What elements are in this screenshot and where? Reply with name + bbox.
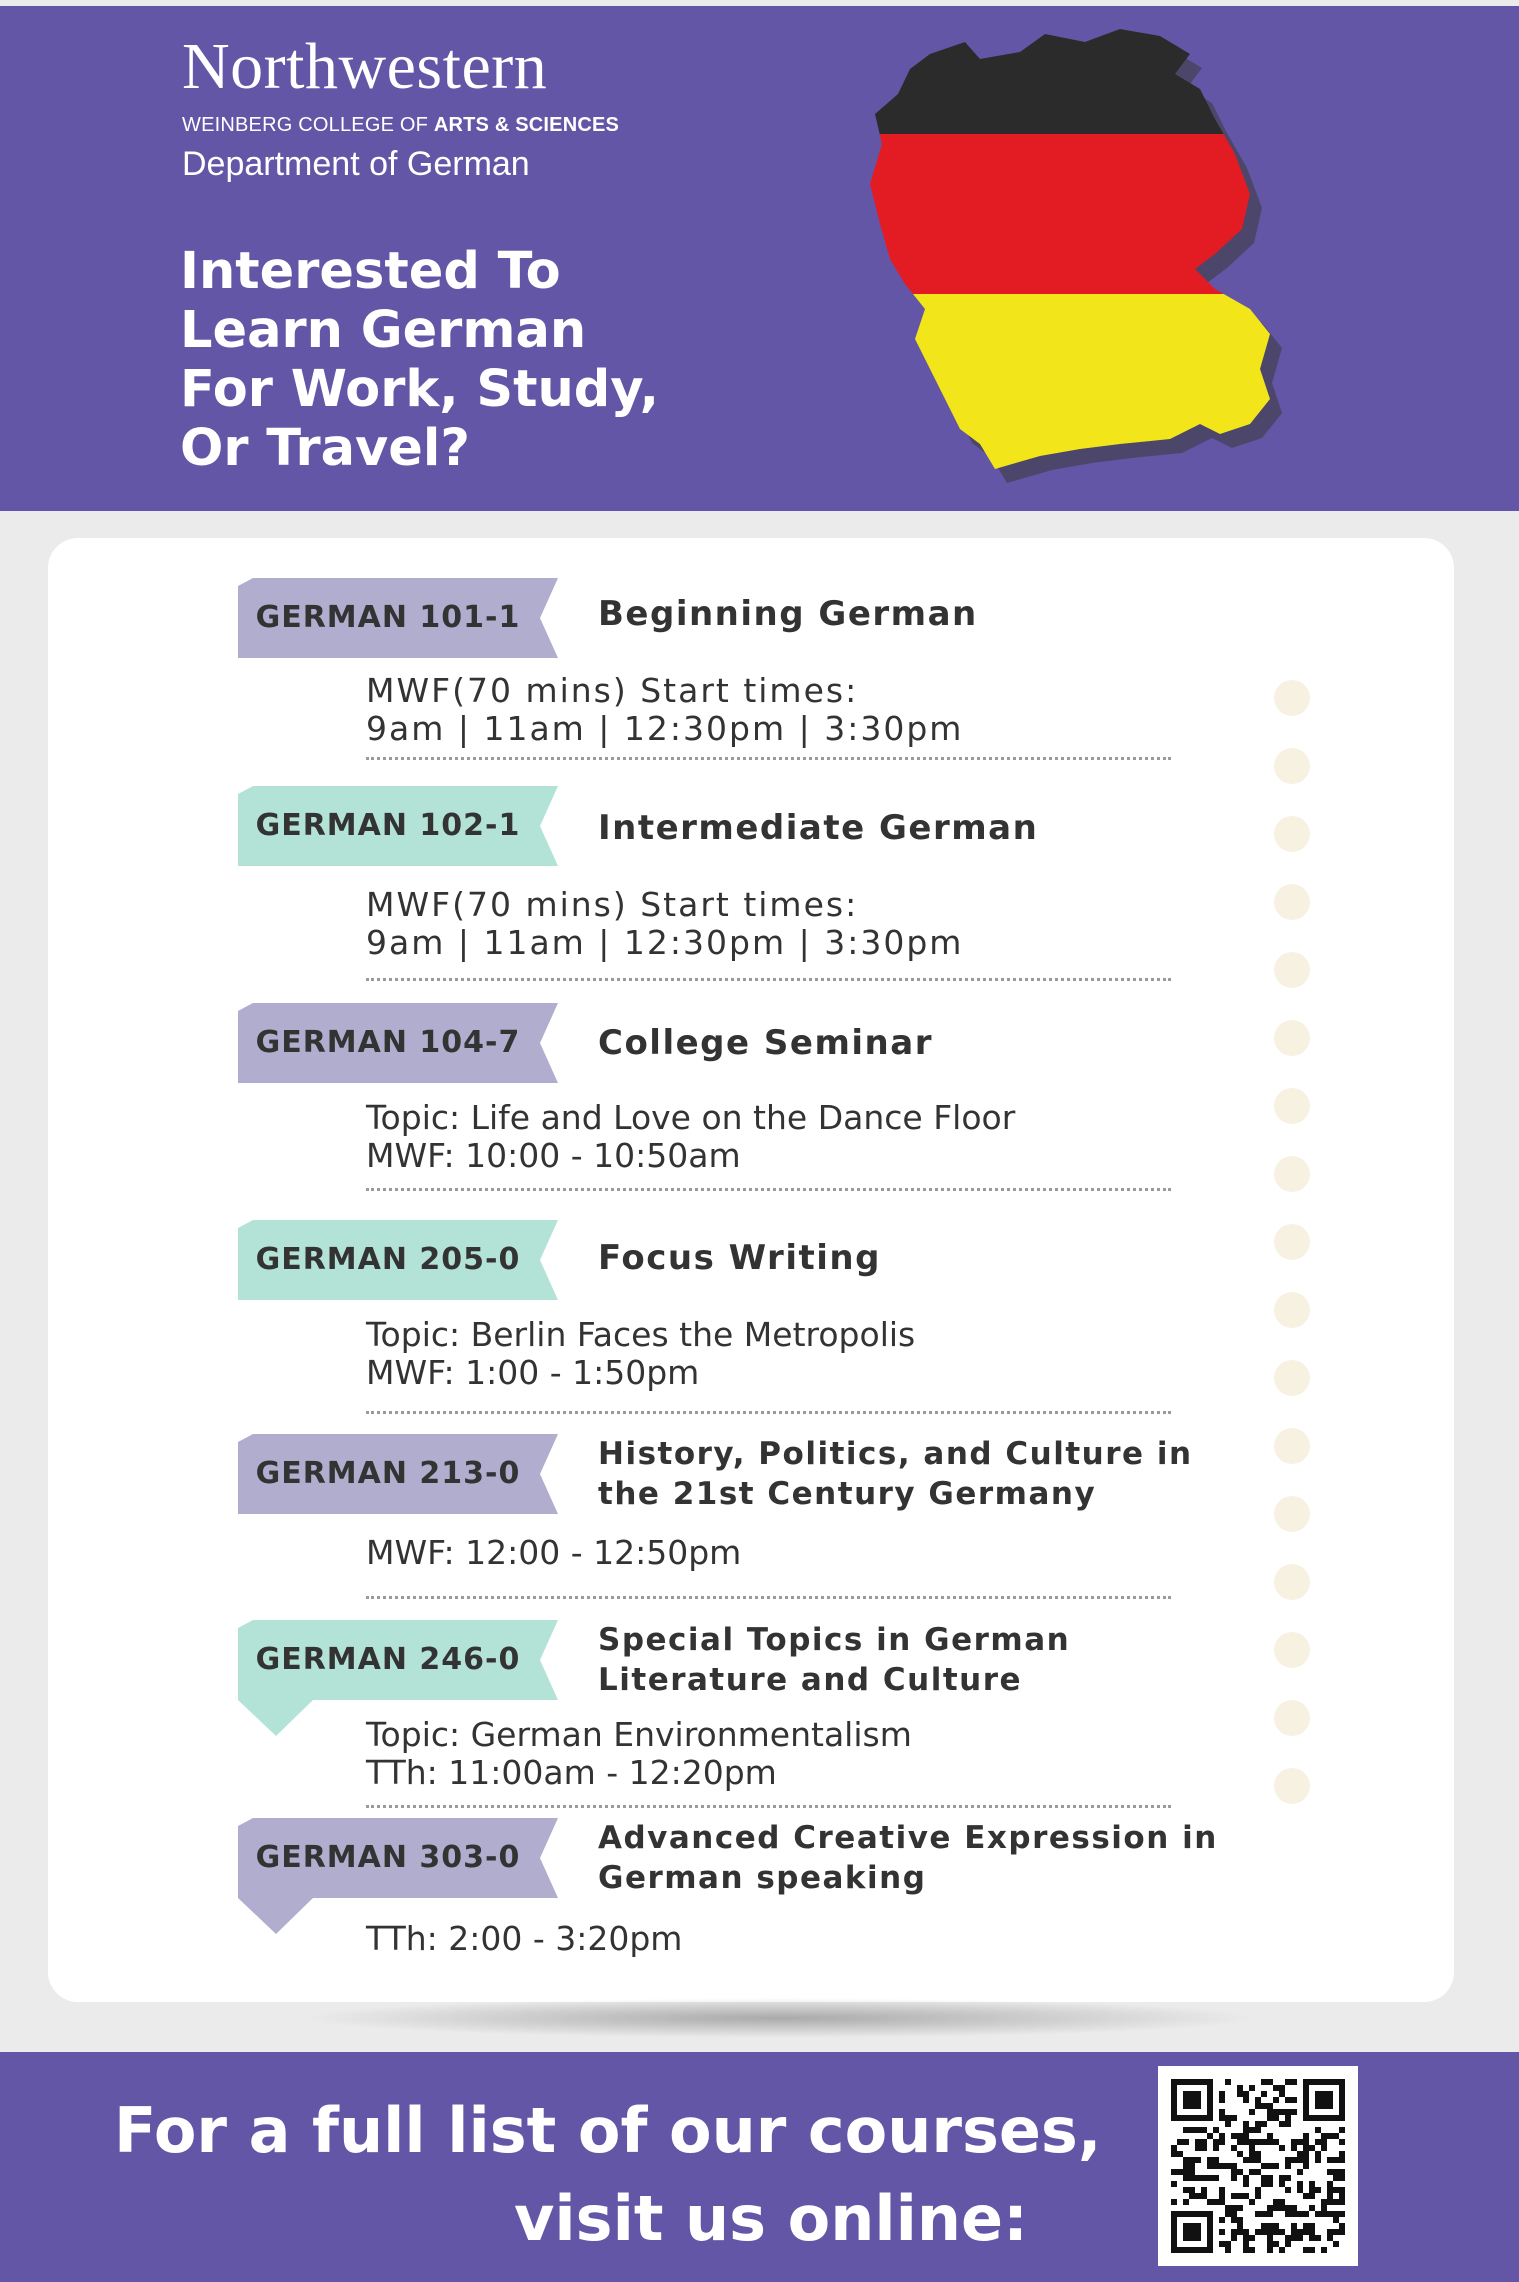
decorative-dot	[1274, 1496, 1310, 1532]
course-title: College Seminar	[598, 1023, 933, 1063]
decorative-dot	[1274, 1156, 1310, 1192]
decorative-dot	[1274, 1292, 1310, 1328]
course-code-tag	[238, 786, 558, 866]
course-code: GERMAN 101-1	[255, 600, 521, 635]
decorative-dot	[1274, 1700, 1310, 1736]
footer-line-2: visit us online:	[514, 2182, 1028, 2255]
decorative-dot	[1274, 1564, 1310, 1600]
brand-block	[182, 32, 619, 184]
divider	[366, 1805, 1171, 1808]
course-detail: MWF: 1:00 - 1:50pm	[366, 1353, 700, 1392]
brand-name: Northwestern	[182, 30, 548, 103]
course-title: Focus Writing	[598, 1238, 881, 1278]
course-detail: MWF(70 mins) Start times:	[366, 885, 859, 924]
headline-line: Learn German	[180, 301, 587, 360]
decorative-dot	[1274, 680, 1310, 716]
decorative-dot	[1274, 1428, 1310, 1464]
divider	[366, 1188, 1171, 1191]
qr-code-icon[interactable]	[1158, 2066, 1358, 2266]
decorative-dot	[1274, 952, 1310, 988]
course-title: Intermediate German	[598, 808, 1039, 848]
course-code: GERMAN 246-0	[255, 1642, 521, 1677]
course-detail: TTh: 11:00am - 12:20pm	[366, 1753, 777, 1792]
course-code: GERMAN 102-1	[255, 808, 521, 843]
decorative-dot	[1274, 884, 1310, 920]
course-detail: 9am | 11am | 12:30pm | 3:30pm	[366, 709, 964, 748]
course-detail: MWF: 12:00 - 12:50pm	[366, 1533, 742, 1572]
college-bold: ARTS & SCIENCES	[433, 114, 620, 136]
headline-line: Interested To	[180, 242, 561, 301]
course-detail: TTh: 2:00 - 3:20pm	[366, 1919, 683, 1958]
course-code-tag	[238, 578, 558, 658]
course-code-tag	[238, 1434, 558, 1514]
decorative-dot	[1274, 1224, 1310, 1260]
decorative-dot	[1274, 1360, 1310, 1396]
decorative-dot	[1274, 1632, 1310, 1668]
course-code-tag	[238, 1003, 558, 1083]
course-detail: Topic: German Environmentalism	[366, 1715, 912, 1754]
course-detail: MWF: 10:00 - 10:50am	[366, 1136, 741, 1175]
course-code: GERMAN 303-0	[255, 1840, 521, 1875]
course-title: Special Topics in German	[598, 1622, 1071, 1658]
course-title: German speaking	[598, 1860, 927, 1896]
decorative-dot	[1274, 1020, 1310, 1056]
course-title: Literature and Culture	[598, 1662, 1023, 1698]
course-title: History, Politics, and Culture in	[598, 1436, 1193, 1472]
department-name: Department of German	[182, 145, 530, 183]
course-code: GERMAN 213-0	[255, 1456, 521, 1491]
divider	[366, 757, 1171, 760]
course-code-tag	[238, 1220, 558, 1300]
header-banner	[0, 6, 1519, 511]
course-code: GERMAN 104-7	[255, 1025, 521, 1060]
decorative-dot	[1274, 816, 1310, 852]
course-code-tag	[238, 1818, 558, 1898]
course-title: the 21st Century Germany	[598, 1476, 1097, 1512]
course-code-tag	[238, 1620, 558, 1700]
divider	[366, 1596, 1171, 1599]
course-detail: Topic: Berlin Faces the Metropolis	[366, 1315, 916, 1354]
course-title: Advanced Creative Expression in	[598, 1820, 1218, 1856]
headline	[180, 242, 700, 478]
course-code: GERMAN 205-0	[255, 1242, 521, 1277]
headline-line: For Work, Study,	[180, 360, 659, 419]
course-detail: 9am | 11am | 12:30pm | 3:30pm	[366, 923, 964, 962]
germany-flag-map-icon	[870, 24, 1310, 494]
card-shadow	[300, 1998, 1260, 2038]
college-name	[182, 114, 619, 137]
footer-line-1: For a full list of our courses,	[114, 2094, 1102, 2167]
divider	[366, 978, 1171, 981]
college-prefix: WEINBERG COLLEGE OF	[182, 114, 429, 136]
divider	[366, 1411, 1171, 1414]
decorative-dot	[1274, 1768, 1310, 1804]
footer-banner	[0, 2052, 1519, 2282]
headline-line: Or Travel?	[180, 419, 470, 478]
course-detail: MWF(70 mins) Start times:	[366, 671, 859, 710]
decorative-dot	[1274, 748, 1310, 784]
course-title: Beginning German	[598, 594, 978, 634]
decorative-dot	[1274, 1088, 1310, 1124]
course-detail: Topic: Life and Love on the Dance Floor	[366, 1098, 1016, 1137]
